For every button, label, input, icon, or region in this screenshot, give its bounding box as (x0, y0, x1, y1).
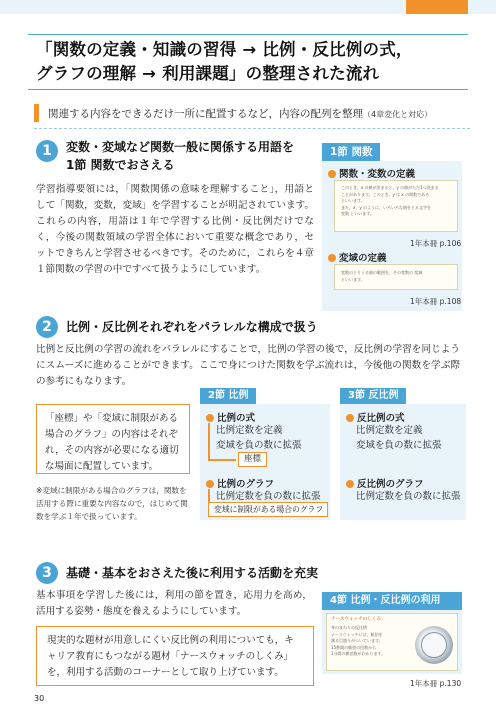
page-title-line1: 「関数の定義・知識の習得 → 比例・反比例の式， (36, 40, 413, 59)
prop-item1-title (206, 410, 255, 424)
orange-dot-icon (328, 170, 336, 178)
section-number-1: 1 (36, 140, 58, 162)
excerpt2-text (341, 270, 455, 283)
col-label-inverse: 3節 反比例 (340, 388, 406, 404)
excerpt3-line: 測る目盛りがついています。 (331, 638, 383, 643)
excerpt3-line: 1分間の脈拍数がわかります。 (331, 651, 386, 656)
prop-item2-title (206, 476, 274, 490)
orange-dot-icon (346, 414, 354, 422)
subhead-note: （4章変化と対応） (363, 110, 433, 119)
coordinate-tag: 座標 (238, 452, 267, 467)
prop-item1-title-text: 比例の式 (217, 413, 256, 424)
subhead-marker (34, 104, 39, 122)
orange-dot-icon (346, 480, 354, 488)
box2-title-text: 変域の定義 (339, 253, 387, 264)
box1-title-text: 関数・変数の定義 (339, 169, 416, 180)
section-number-2: 2 (36, 316, 58, 338)
section1-heading-line1: 変数・変域など関数一般に関係する用語を (66, 140, 295, 154)
section-number-3: 3 (36, 562, 58, 584)
excerpt2-line: といいます。 (341, 276, 365, 282)
excerpt3-line: ナースウォッチには，脈拍を (331, 631, 383, 637)
restricted-domain-graph-tag: 変域に制限がある場合のグラフ (208, 502, 328, 517)
flow-connector (208, 459, 236, 461)
excerpt1-line: また，x，y のように，いろいろな値をとる文字を (341, 204, 432, 210)
orange-dot-icon (328, 254, 336, 262)
subhead (48, 106, 432, 121)
orange-dot-icon (206, 414, 214, 422)
inv-item1-line: 変域を負の数に拡張 (356, 440, 442, 451)
nurse-watch-note-box: 現実的な題材が用意しにくい反比例の利用についても，キャリア教育にもつながる題材「ナースウォッチのしくみ」を，利用する活動のコーナーとして取り上げています。 (36, 626, 314, 686)
placement-note-box: 「座標」や「変域に制限がある場合のグラフ」の内容はそれぞれ，その内容が必要になる適切な場面に配置しています。 (36, 404, 190, 474)
inv-item1-lines (356, 423, 442, 453)
prop-item1-line: 比例定数を定義 (216, 425, 283, 436)
section1-heading (66, 138, 316, 174)
box1-title (328, 166, 415, 180)
section3-body: 基本事項を学習した後には，利用の節を置き，応用力を高め，活用する姿勢・態度を養えるようにしています。 (36, 590, 312, 617)
section1-body: 学習指導要領には，「関数関係の意味を理解すること」，用語として「関数，変数，変域」を学習することが明記されています。これらの内容，用語は１年で学習する比例・反比例だけでなく，今後の関数領域の学習全体において重要な概念であり，セットできちんと学習させるべきです。そのために，これらを４章１節関数の学習の中ですべて扱うようにしています。 (36, 184, 314, 275)
prop-item2-line: 比例定数を負の数に拡張 (216, 491, 321, 502)
inv-item1-line: 比例定数を定義 (356, 425, 423, 436)
section2-body: 比例と反比例の学習の流れをパラレルにすることで，比例の学習の後で，反比例の学習を同じようにスムーズに進めることができます。ここで身につけた関数を学ぶ流れは，今後他の関数を学ぶ際の参考にもなります。 (36, 344, 460, 387)
application-reference: 1年本冊 p.130 (410, 679, 462, 688)
excerpt3-text (331, 625, 409, 658)
flow-connector (208, 423, 210, 459)
top-accent-tab (406, 0, 468, 14)
textbook-excerpt-2 (334, 264, 458, 290)
inv-item2-line: 比例定数を負の数に拡張 (356, 491, 461, 502)
col-label-proportion: 2節 比例 (200, 388, 256, 404)
excerpt1-line: ことがあります。このとき，y は x の関数である (341, 191, 430, 197)
subhead-divider (34, 128, 470, 129)
excerpt1-line: このとき，x の値が決まると，y の値がただ1つ決まる (341, 185, 439, 190)
orange-dot-icon (206, 480, 214, 488)
box1-reference: 1年本冊 p.106 (410, 239, 462, 248)
excerpt2-line: 変数のとりうる値の範囲を，その変数の 変域 (341, 270, 423, 275)
prop-item1-line: 変域を負の数に拡張 (216, 440, 302, 451)
inv-item2-title-text: 反比例のグラフ (357, 479, 424, 490)
subhead-text: 関連する内容をできるだけ一所に配置するなど，内容の配列を整理 (48, 108, 363, 120)
section1-heading-line2: 1節 関数でおさえる (66, 158, 175, 172)
watch-face (421, 632, 447, 658)
side-label-applications: 4節 比例・反比例の利用 (322, 592, 462, 610)
textbook-excerpt-1 (334, 180, 458, 232)
section3-heading: 基礎・基本をおさえた後に利用する活動を充実 (66, 566, 319, 580)
prop-item2-title-text: 比例のグラフ (217, 479, 275, 490)
box2-title (328, 250, 387, 264)
nurse-watch-image (415, 626, 453, 664)
excerpt3-line: 15秒間の脈拍の回数から (331, 644, 377, 650)
excerpt3-title: ナースウォッチのしくみ (331, 617, 382, 622)
section2-heading: 比例・反比例それぞれをパラレルな構成で扱う (66, 320, 318, 334)
excerpt3-line: 身のまわりの反比例 (331, 625, 367, 630)
textbook-excerpt-3 (326, 613, 458, 671)
inv-item2-lines (356, 489, 461, 504)
inv-item1-title-text: 反比例の式 (357, 413, 405, 424)
page-title (36, 38, 466, 86)
excerpt1-line: 変数 といいます。 (341, 211, 374, 216)
side-label-functions: 1節 関数 (322, 143, 380, 161)
placement-footnote: ※変域に制限がある場合のグラフは，関数を活用する際に重要な内容なので，はじめて関数を学ぶ１年で扱っています。 (36, 486, 188, 521)
page-title-line2: グラフの理解 → 利用課題」の整理された流れ (36, 64, 380, 83)
excerpt1-text (341, 185, 455, 218)
page-number: 30 (34, 694, 45, 703)
inv-item2-title (346, 476, 424, 490)
box2-reference: 1年本冊 p.108 (410, 297, 462, 306)
inv-item1-title (346, 410, 405, 424)
excerpt1-line: といいます。 (341, 198, 365, 203)
prop-item1-lines (216, 423, 302, 453)
